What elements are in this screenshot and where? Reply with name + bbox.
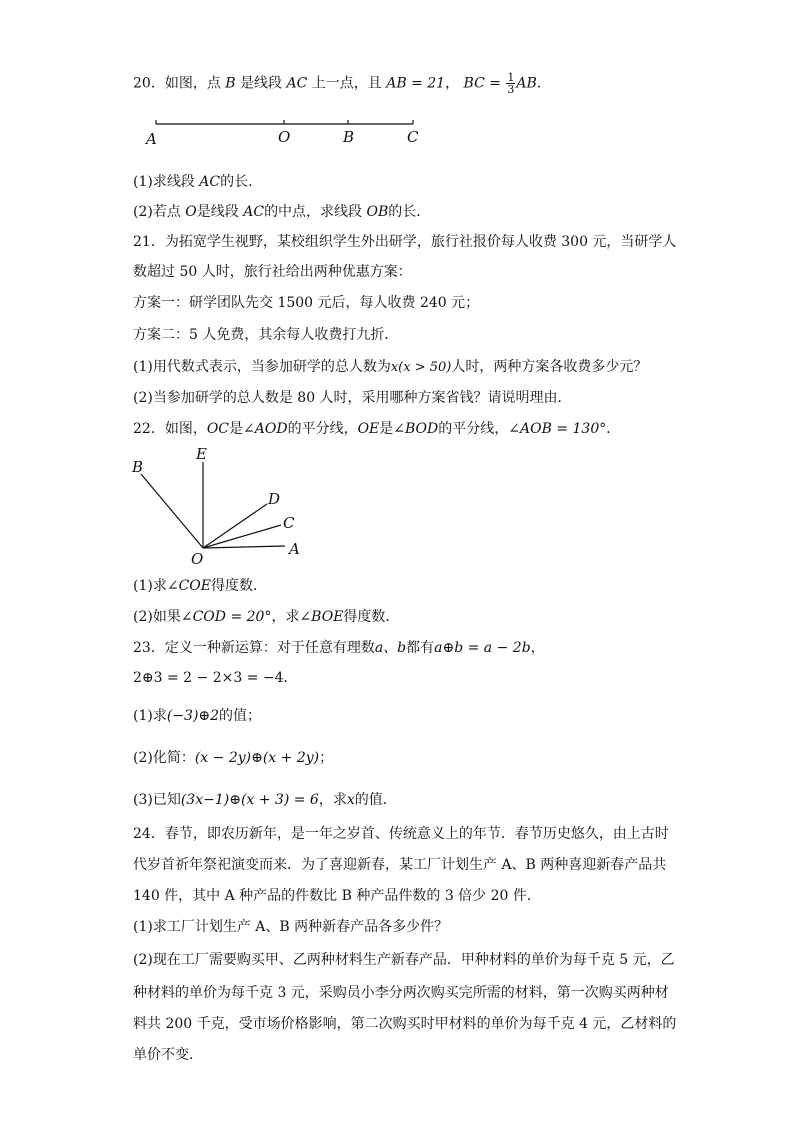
q20-stem bbox=[133, 72, 551, 95]
q22-label-e: E bbox=[196, 445, 207, 463]
q20-part1-c: 的长． bbox=[220, 174, 263, 190]
q20-part2 bbox=[133, 202, 430, 222]
q21-part1-a: (1)用代数式表示，当参加研学的总人数为 bbox=[133, 359, 391, 375]
q23-part3 bbox=[133, 790, 397, 810]
q23-part2-c: ； bbox=[319, 750, 334, 766]
q20-fraction-numerator: 1 bbox=[507, 71, 515, 84]
q23-part3-x: x bbox=[346, 792, 355, 808]
q21-plan1: 方案一：研学团队先交 1500 元后，每人收费 240 元； bbox=[133, 295, 480, 311]
q21-part2: (2)当参加研学的总人数是 80 人时，采用哪种方案省钱？请说明理由． bbox=[133, 390, 572, 406]
q22-label-a: A bbox=[289, 540, 300, 558]
q20-part1-a: (1)求线段 bbox=[133, 174, 195, 190]
q23-stem-a: 23．定义一种新运算：对于任意有理数 bbox=[133, 640, 375, 656]
q23-part3-e: 的值． bbox=[354, 792, 397, 808]
q20-part2-g: 的长． bbox=[388, 204, 431, 220]
q22-part2-c: ，求 bbox=[271, 609, 300, 625]
q21-stem-line2: 数超过 50 人时，旅行社给出两种优惠方案： bbox=[133, 264, 412, 280]
q22-ray-od bbox=[203, 504, 267, 548]
q20-label-c: C bbox=[407, 128, 419, 146]
q22-part2-angle-cod: ∠COD = 20° bbox=[180, 609, 272, 625]
q24-stem-line3: 140 件，其中 A 种产品的件数比 B 种产品件数的 3 倍少 20 件． bbox=[133, 888, 541, 904]
q23-part1-expr: (−3)⊕2 bbox=[166, 708, 220, 724]
q22-part1 bbox=[133, 576, 267, 596]
q20-comma: ， bbox=[445, 75, 460, 92]
q21-part1-math: x(x > 50) bbox=[390, 360, 452, 375]
q20-stem-end: ． bbox=[536, 75, 551, 92]
q23-stem bbox=[133, 638, 545, 658]
q22-part2 bbox=[133, 607, 399, 627]
q23-part3-expr: (3x−1)⊕(x + 3) = 6 bbox=[180, 792, 319, 808]
q22-part2-angle-boe: ∠BOE bbox=[299, 609, 344, 625]
q22-ray-oa bbox=[203, 546, 285, 548]
q21-part1 bbox=[133, 357, 647, 378]
q20-stem-prefix: 20．如图，点 bbox=[133, 75, 221, 92]
q22-stem-e: 的平分线， bbox=[287, 421, 358, 437]
q24-stem-line2: 代岁首祈年祭祀演变而来．为了喜迎新春，某工厂计划生产 A、B 两种喜迎新春产品共 bbox=[133, 857, 667, 873]
q22-angle-aob: ∠AOB = 130° bbox=[508, 421, 607, 437]
q22-label-d: D bbox=[268, 490, 281, 508]
q20-label-o: O bbox=[278, 128, 291, 146]
q23-stem-c: 都有 bbox=[406, 640, 435, 656]
q22-stem-c: 是 bbox=[229, 421, 244, 437]
q21-stem-line1: 21．为拓宽学生视野，某校组织学生外出研学，旅行社报价每人收费 300 元，当研学人 bbox=[133, 234, 677, 250]
q20-label-a: A bbox=[146, 130, 157, 148]
q22-angle-bod: ∠BOD bbox=[393, 421, 439, 437]
q22-ray-oc-line bbox=[203, 525, 281, 548]
q23-part2 bbox=[133, 748, 333, 768]
q20-equation-bc-left: BC = bbox=[463, 75, 501, 92]
q23-variables: a、b bbox=[374, 640, 407, 656]
q22-part1-angle: ∠COE bbox=[166, 578, 211, 594]
q20-fraction bbox=[506, 72, 515, 95]
q23-part3-a: (3)已知 bbox=[133, 792, 181, 808]
q23-part1-a: (1)求 bbox=[133, 708, 167, 724]
q20-part1-ac: AC bbox=[199, 174, 221, 190]
q21-plan2: 方案二：5 人免费，其余每人收费打九折． bbox=[133, 327, 399, 343]
q22-label-c: C bbox=[283, 514, 295, 532]
q20-segment-ac: AC bbox=[286, 75, 308, 92]
q20-part2-a: (2)若点 bbox=[133, 204, 181, 220]
q23-example: 2⊕3 = 2 − 2×3 = −4． bbox=[133, 670, 298, 686]
q22-ray-oc: OC bbox=[206, 421, 230, 437]
q20-equation-bc-right: AB bbox=[516, 75, 537, 92]
q20-fraction-denominator: 3 bbox=[507, 83, 515, 96]
q22-stem-a: 22．如图， bbox=[133, 421, 207, 437]
q22-label-o: O bbox=[191, 550, 204, 568]
q22-ray-ob bbox=[141, 474, 203, 548]
q20-part2-ac: AC bbox=[243, 204, 265, 220]
q20-stem-mid: 是线段 bbox=[240, 75, 283, 92]
q24-part2-line4: 单价不变． bbox=[133, 1047, 203, 1063]
q22-label-b: B bbox=[132, 458, 144, 476]
q22-part1-a: (1)求 bbox=[133, 578, 167, 594]
q20-part2-e: 的中点，求线段 bbox=[264, 204, 363, 220]
q22-ray-oe: OE bbox=[357, 421, 380, 437]
q22-part2-a: (2)如果 bbox=[133, 609, 181, 625]
q20-segment-figure bbox=[140, 112, 440, 152]
q23-part1 bbox=[133, 706, 261, 726]
q22-stem-g: 是 bbox=[379, 421, 394, 437]
q20-equation-ab: AB = 21 bbox=[386, 75, 446, 92]
q20-stem-mid2: 上一点，且 bbox=[311, 75, 382, 92]
q20-label-b: B bbox=[343, 128, 355, 146]
q24-stem-line1: 24．春节，即农历新年，是一年之岁首、传统意义上的年节．春节历史悠久，由上古时 bbox=[133, 826, 669, 842]
q23-part2-a: (2)化简： bbox=[133, 750, 195, 766]
q22-part2-e: 得度数． bbox=[343, 609, 400, 625]
q22-stem-i: 的平分线， bbox=[438, 421, 509, 437]
q20-part1 bbox=[133, 172, 262, 192]
q24-part2-line1: (2)现在工厂需要购买甲、乙两种材料生产新春产品．甲种材料的单价为每千克 5 元，乙 bbox=[133, 952, 675, 968]
q21-part1-b: 人时，两种方案各收费多少元？ bbox=[451, 359, 648, 375]
q22-part1-c: 得度数． bbox=[210, 578, 267, 594]
q22-angle-aod: ∠AOD bbox=[243, 421, 288, 437]
q24-part1: (1)求工厂计划生产 A、B 两种新春产品各多少件？ bbox=[133, 919, 449, 935]
q23-stem-e: ， bbox=[530, 640, 545, 656]
q23-definition: a⊕b = a − 2b bbox=[434, 640, 531, 656]
q22-stem-k: ． bbox=[606, 421, 621, 437]
q20-part2-c: 是线段 bbox=[196, 204, 239, 220]
q22-stem bbox=[133, 419, 620, 439]
q22-angle-figure bbox=[125, 440, 325, 570]
q20-point-b: B bbox=[225, 75, 236, 92]
q23-part2-expr: (x − 2y)⊕(x + 2y) bbox=[194, 750, 320, 766]
q23-part1-c: 的值； bbox=[219, 708, 262, 724]
q24-part2-line3: 料共 200 千克，受市场价格影响，第二次购买时甲材料的单价为每千克 4 元，乙材料的 bbox=[133, 1016, 677, 1032]
q20-part2-ob: OB bbox=[366, 204, 389, 220]
q23-part3-c: ，求 bbox=[318, 792, 347, 808]
q20-part2-o: O bbox=[185, 204, 197, 220]
q24-part2-line2: 种材料的单价为每千克 3 元，采购员小李分两次购买完所需的材料，第一次购买两种材 bbox=[133, 985, 669, 1001]
